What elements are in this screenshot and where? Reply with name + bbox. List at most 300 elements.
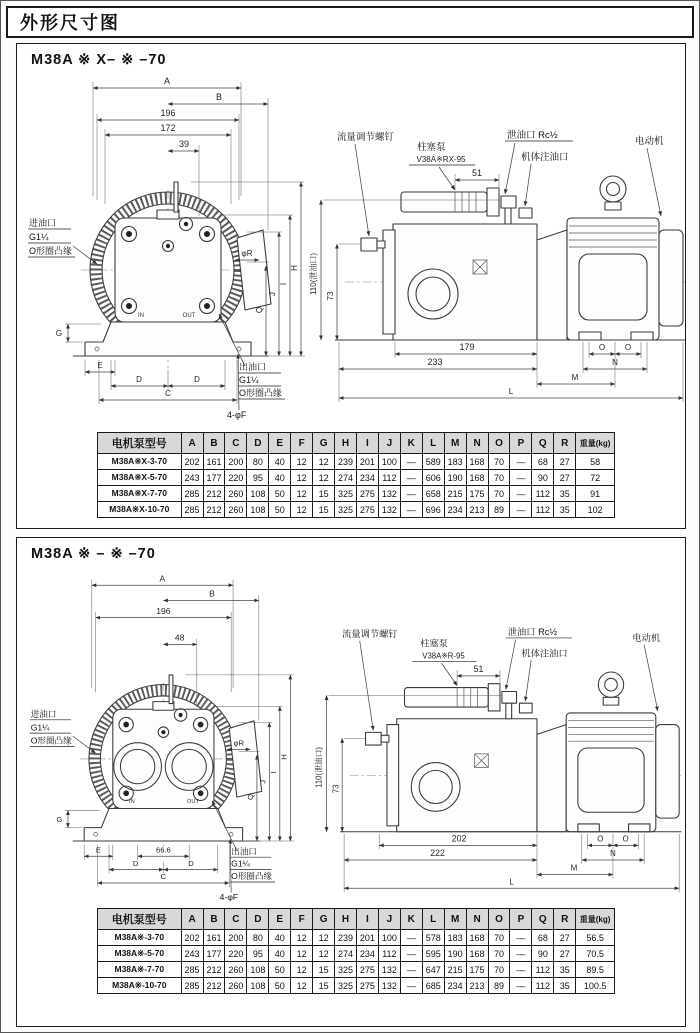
value-cell: — bbox=[510, 470, 532, 486]
column-header: H bbox=[335, 909, 357, 930]
value-cell: 15 bbox=[313, 962, 335, 978]
inlet-label-block bbox=[28, 217, 97, 264]
value-cell: 212 bbox=[203, 486, 225, 502]
foot-holes-label: 4-φF bbox=[227, 410, 247, 420]
model-cell: M38A※-3-70 bbox=[98, 930, 182, 946]
table-row bbox=[98, 454, 615, 470]
value-cell: 35 bbox=[554, 486, 576, 502]
column-header: 重量(kg) bbox=[576, 433, 615, 454]
inlet-label-block bbox=[30, 708, 96, 753]
value-cell: 35 bbox=[554, 978, 576, 994]
value-cell: 260 bbox=[225, 502, 247, 518]
section-m38a-70 bbox=[16, 537, 686, 1027]
column-header: I bbox=[356, 909, 378, 930]
value-cell: 201 bbox=[356, 930, 378, 946]
motor-foot-front bbox=[579, 332, 601, 340]
value-cell: 202 bbox=[181, 454, 203, 470]
value-cell: 177 bbox=[203, 946, 225, 962]
oil-fill-fitting bbox=[519, 208, 532, 218]
inlet-flange: O形圈凸缘 bbox=[29, 246, 73, 256]
value-cell: — bbox=[400, 930, 422, 946]
out-mark: OUT bbox=[182, 313, 196, 319]
column-header: N bbox=[466, 433, 488, 454]
dim-O1: O bbox=[598, 343, 606, 352]
dim-Q: Q bbox=[246, 794, 256, 801]
value-cell: — bbox=[510, 930, 532, 946]
pump-motor-side-view-drawing bbox=[311, 590, 686, 904]
value-cell: 243 bbox=[181, 470, 203, 486]
plunger-cylinder bbox=[405, 688, 489, 707]
dim-C: C bbox=[160, 872, 167, 882]
model-cell: M38A※X-10-70 bbox=[98, 502, 182, 518]
value-cell: 200 bbox=[225, 930, 247, 946]
table-row bbox=[98, 930, 615, 946]
column-header: L bbox=[422, 909, 444, 930]
value-cell: 56.5 bbox=[576, 930, 615, 946]
value-cell: 325 bbox=[335, 486, 357, 502]
value-cell: 132 bbox=[378, 486, 400, 502]
dim-Q: Q bbox=[255, 306, 264, 314]
value-cell: 50 bbox=[269, 502, 291, 518]
outlet-label-block bbox=[212, 801, 275, 902]
column-header: H bbox=[335, 433, 357, 454]
value-cell: 234 bbox=[356, 470, 378, 486]
value-cell: 260 bbox=[225, 486, 247, 502]
pump-type-label: 柱塞泵 bbox=[420, 638, 448, 649]
value-cell: 89 bbox=[488, 978, 510, 994]
value-cell: 132 bbox=[378, 502, 400, 518]
inlet-thread: G1¼ bbox=[29, 232, 49, 242]
motor-label: 电动机 bbox=[635, 136, 664, 147]
value-cell: 68 bbox=[532, 454, 554, 470]
model-cell: M38A※X-3-70 bbox=[98, 454, 182, 470]
column-header: K bbox=[400, 433, 422, 454]
value-cell: 658 bbox=[422, 486, 444, 502]
value-cell: 606 bbox=[422, 470, 444, 486]
dim-51: 51 bbox=[473, 664, 484, 674]
value-cell: 112 bbox=[378, 946, 400, 962]
pump-model-label: V38A※RX-95 bbox=[416, 155, 466, 164]
column-header: G bbox=[313, 433, 335, 454]
pump-body-front bbox=[73, 675, 262, 841]
value-cell: 70 bbox=[488, 470, 510, 486]
motor-foot-front bbox=[578, 824, 599, 832]
value-cell: 243 bbox=[181, 946, 203, 962]
value-cell: 102 bbox=[576, 502, 615, 518]
dim-O2: O bbox=[624, 343, 632, 352]
page-title: 外形尺寸图 bbox=[6, 6, 694, 38]
value-cell: 70 bbox=[488, 930, 510, 946]
dim-A: A bbox=[159, 573, 166, 584]
dim-phiR: φR bbox=[241, 249, 253, 258]
flow-adjust-screw bbox=[361, 238, 377, 251]
value-cell: — bbox=[400, 486, 422, 502]
flow-adjust-screw bbox=[366, 732, 382, 745]
table-header-row bbox=[98, 433, 615, 454]
value-cell: 274 bbox=[335, 470, 357, 486]
column-header: O bbox=[488, 433, 510, 454]
model-subtitle: M38A ※ – ※ –70 bbox=[31, 546, 156, 562]
dim-E: E bbox=[97, 361, 103, 370]
outlet-flange: O形圈凸缘 bbox=[231, 871, 273, 882]
outlet-label-block bbox=[219, 314, 285, 420]
value-cell: 168 bbox=[466, 470, 488, 486]
dimension-table-1 bbox=[97, 432, 615, 518]
motor-foot-rear bbox=[631, 332, 653, 340]
outlet-title: 出油口 bbox=[231, 846, 257, 857]
value-cell: 100 bbox=[378, 930, 400, 946]
fill-port-label: 机体注油口 bbox=[521, 152, 569, 163]
dim-I: I bbox=[269, 771, 279, 774]
dim-H: H bbox=[279, 754, 289, 760]
value-cell: 161 bbox=[203, 930, 225, 946]
fill-port-label: 机体注油口 bbox=[521, 648, 568, 659]
dim-J: J bbox=[268, 292, 277, 296]
value-cell: 132 bbox=[378, 962, 400, 978]
eye-mount bbox=[605, 202, 621, 210]
value-cell: 213 bbox=[466, 978, 488, 994]
value-cell: 27 bbox=[554, 470, 576, 486]
column-header: D bbox=[247, 433, 269, 454]
dim-M: M bbox=[571, 373, 579, 382]
value-cell: 27 bbox=[554, 454, 576, 470]
value-cell: 696 bbox=[422, 502, 444, 518]
dim-D2: D bbox=[188, 858, 194, 868]
dim-172: 172 bbox=[160, 123, 176, 133]
value-cell: — bbox=[400, 470, 422, 486]
value-cell: 90 bbox=[532, 470, 554, 486]
column-header: B bbox=[203, 909, 225, 930]
value-cell: 190 bbox=[444, 470, 466, 486]
value-cell: — bbox=[510, 978, 532, 994]
dim-O1: O bbox=[597, 834, 604, 844]
dim-73: 73 bbox=[326, 291, 335, 301]
column-header: D bbox=[247, 909, 269, 930]
mounting-base bbox=[84, 809, 242, 841]
value-cell: 183 bbox=[444, 930, 466, 946]
dim-66-6: 66.6 bbox=[155, 845, 171, 855]
value-cell: 15 bbox=[313, 978, 335, 994]
value-cell: 220 bbox=[225, 946, 247, 962]
dim-39: 39 bbox=[178, 139, 190, 149]
motor-label: 电动机 bbox=[632, 632, 661, 643]
value-cell: 12 bbox=[291, 962, 313, 978]
value-cell: 12 bbox=[291, 978, 313, 994]
drain-port-fitting bbox=[501, 196, 516, 208]
column-header: K bbox=[400, 909, 422, 930]
value-cell: 70 bbox=[488, 486, 510, 502]
column-header: B bbox=[203, 433, 225, 454]
dim-H: H bbox=[290, 265, 299, 271]
bell-housing bbox=[537, 230, 567, 340]
value-cell: 100 bbox=[378, 454, 400, 470]
column-header: Q bbox=[532, 433, 554, 454]
pump-side bbox=[366, 684, 537, 832]
flow-screw-label: 流量调节螺钉 bbox=[342, 628, 398, 639]
value-cell: 80 bbox=[247, 930, 269, 946]
dim-202: 202 bbox=[451, 833, 467, 844]
dim-D1: D bbox=[136, 375, 142, 384]
motor-end-cap bbox=[659, 230, 683, 326]
value-cell: 95 bbox=[247, 946, 269, 962]
value-cell: 58 bbox=[576, 454, 615, 470]
table-header-row bbox=[98, 909, 615, 930]
dim-179: 179 bbox=[459, 342, 475, 352]
value-cell: 234 bbox=[356, 946, 378, 962]
column-header: I bbox=[356, 433, 378, 454]
pump-body-front bbox=[73, 182, 271, 356]
value-cell: 177 bbox=[203, 470, 225, 486]
column-header: P bbox=[510, 909, 532, 930]
value-cell: 12 bbox=[291, 454, 313, 470]
inlet-title: 进油口 bbox=[30, 708, 57, 719]
value-cell: 285 bbox=[181, 486, 203, 502]
value-cell: — bbox=[400, 502, 422, 518]
pump-model-label: V38A※R-95 bbox=[422, 651, 465, 661]
motor-side bbox=[567, 176, 683, 340]
dim-N: N bbox=[610, 849, 616, 859]
value-cell: 72 bbox=[576, 470, 615, 486]
value-cell: 200 bbox=[225, 454, 247, 470]
value-cell: 168 bbox=[466, 930, 488, 946]
value-cell: 89.5 bbox=[576, 962, 615, 978]
column-header: C bbox=[225, 909, 247, 930]
dim-A: A bbox=[163, 76, 171, 86]
drain-port-label: 泄油口 Rc½ bbox=[507, 130, 558, 141]
dim-196: 196 bbox=[160, 108, 176, 118]
value-cell: 212 bbox=[203, 962, 225, 978]
column-header: N bbox=[466, 909, 488, 930]
adjust-screw-stem bbox=[174, 182, 178, 212]
dim-G: G bbox=[56, 814, 63, 824]
dimension-table-2 bbox=[97, 908, 615, 994]
value-cell: 50 bbox=[269, 962, 291, 978]
value-cell: 68 bbox=[532, 930, 554, 946]
value-cell: 285 bbox=[181, 978, 203, 994]
dim-L: L bbox=[508, 387, 514, 396]
dim-48: 48 bbox=[174, 632, 185, 643]
value-cell: 685 bbox=[422, 978, 444, 994]
value-cell: 239 bbox=[335, 454, 357, 470]
dim-G: G bbox=[55, 329, 63, 338]
column-header: 电机泵型号 bbox=[98, 909, 182, 930]
value-cell: 175 bbox=[466, 486, 488, 502]
value-cell: 647 bbox=[422, 962, 444, 978]
value-cell: 15 bbox=[313, 502, 335, 518]
value-cell: 234 bbox=[444, 978, 466, 994]
pump-front-view-drawing bbox=[23, 70, 308, 422]
column-header: J bbox=[378, 433, 400, 454]
dim-N: N bbox=[612, 358, 618, 367]
value-cell: 274 bbox=[335, 946, 357, 962]
column-header: E bbox=[269, 433, 291, 454]
value-cell: 12 bbox=[291, 946, 313, 962]
dim-C: C bbox=[165, 389, 171, 398]
motor-end-cap bbox=[656, 725, 679, 819]
pump-motor-side-view-drawing bbox=[305, 92, 690, 414]
motor-side bbox=[566, 672, 679, 832]
value-cell: 112 bbox=[378, 470, 400, 486]
column-header: C bbox=[225, 433, 247, 454]
value-cell: 50 bbox=[269, 486, 291, 502]
value-cell: 325 bbox=[335, 978, 357, 994]
value-cell: 168 bbox=[466, 946, 488, 962]
value-cell: 108 bbox=[247, 502, 269, 518]
value-cell: 112 bbox=[532, 486, 554, 502]
dim-B: B bbox=[215, 92, 223, 102]
value-cell: 215 bbox=[444, 486, 466, 502]
value-cell: 95 bbox=[247, 470, 269, 486]
value-cell: 325 bbox=[335, 962, 357, 978]
bell-housing bbox=[537, 725, 566, 832]
dim-110-drain: 110(泄油口) bbox=[314, 746, 324, 788]
pump-side bbox=[361, 188, 537, 340]
value-cell: 70 bbox=[488, 946, 510, 962]
dim-110-drain: 110(泄油口) bbox=[309, 252, 318, 296]
in-mark: IN bbox=[138, 313, 144, 319]
value-cell: 108 bbox=[247, 486, 269, 502]
value-cell: 201 bbox=[356, 454, 378, 470]
dim-phiR: φR bbox=[233, 738, 245, 748]
value-cell: 12 bbox=[313, 946, 335, 962]
column-header: O bbox=[488, 909, 510, 930]
table-row bbox=[98, 502, 615, 518]
dim-233: 233 bbox=[427, 357, 443, 367]
value-cell: 100.5 bbox=[576, 978, 615, 994]
value-cell: 112 bbox=[532, 502, 554, 518]
column-header: Q bbox=[532, 909, 554, 930]
value-cell: 275 bbox=[356, 486, 378, 502]
column-header: A bbox=[181, 433, 203, 454]
column-header: F bbox=[291, 909, 313, 930]
dim-D1: D bbox=[132, 858, 139, 868]
value-cell: 108 bbox=[247, 962, 269, 978]
outlet-thread: G1¼ bbox=[239, 375, 259, 385]
adjust-screw-stem bbox=[169, 675, 173, 704]
column-header: P bbox=[510, 433, 532, 454]
cylinder-cap bbox=[487, 188, 499, 216]
value-cell: 40 bbox=[269, 454, 291, 470]
cylinder-cap bbox=[488, 684, 500, 711]
column-header: J bbox=[378, 909, 400, 930]
value-cell: 215 bbox=[444, 962, 466, 978]
value-cell: 27 bbox=[554, 930, 576, 946]
flow-screw-label: 流量调节螺钉 bbox=[337, 132, 395, 143]
inlet-title: 进油口 bbox=[29, 218, 57, 228]
value-cell: 40 bbox=[269, 930, 291, 946]
mounting-base bbox=[85, 322, 251, 356]
dim-J: J bbox=[258, 779, 268, 784]
value-cell: 70.5 bbox=[576, 946, 615, 962]
value-cell: 12 bbox=[291, 470, 313, 486]
lifting-eye bbox=[600, 176, 626, 202]
value-cell: 202 bbox=[181, 930, 203, 946]
value-cell: — bbox=[400, 962, 422, 978]
dim-222: 222 bbox=[430, 848, 445, 859]
column-header: E bbox=[269, 909, 291, 930]
value-cell: — bbox=[400, 454, 422, 470]
value-cell: 275 bbox=[356, 502, 378, 518]
value-cell: 213 bbox=[466, 502, 488, 518]
table-row bbox=[98, 978, 615, 994]
value-cell: 50 bbox=[269, 978, 291, 994]
value-cell: 275 bbox=[356, 978, 378, 994]
model-cell: M38A※-5-70 bbox=[98, 946, 182, 962]
outlet-title: 出油口 bbox=[239, 362, 267, 372]
value-cell: — bbox=[510, 486, 532, 502]
value-cell: 89 bbox=[488, 502, 510, 518]
value-cell: 239 bbox=[335, 930, 357, 946]
dim-E: E bbox=[95, 845, 102, 855]
column-header: R bbox=[554, 909, 576, 930]
value-cell: 40 bbox=[269, 946, 291, 962]
value-cell: 325 bbox=[335, 502, 357, 518]
value-cell: 168 bbox=[466, 454, 488, 470]
value-cell: — bbox=[510, 946, 532, 962]
out-mark: OUT bbox=[186, 798, 200, 805]
value-cell: 108 bbox=[247, 978, 269, 994]
value-cell: 70 bbox=[488, 962, 510, 978]
dim-B: B bbox=[209, 588, 215, 599]
value-cell: 285 bbox=[181, 962, 203, 978]
model-cell: M38A※X-5-70 bbox=[98, 470, 182, 486]
dim-I: I bbox=[279, 282, 288, 286]
outlet-flange: O形圈凸缘 bbox=[239, 388, 283, 398]
outlet-thread: G1¼ bbox=[231, 858, 250, 869]
drain-port-fitting bbox=[502, 691, 517, 703]
value-cell: 183 bbox=[444, 454, 466, 470]
value-cell: 15 bbox=[313, 486, 335, 502]
lifting-eye bbox=[598, 672, 623, 697]
motor-foot-rear bbox=[629, 824, 650, 832]
foot-holes-label: 4-φF bbox=[219, 892, 239, 903]
value-cell: 12 bbox=[313, 930, 335, 946]
value-cell: 80 bbox=[247, 454, 269, 470]
model-cell: M38A※X-7-70 bbox=[98, 486, 182, 502]
value-cell: 12 bbox=[291, 502, 313, 518]
value-cell: 12 bbox=[313, 454, 335, 470]
value-cell: — bbox=[400, 946, 422, 962]
value-cell: 35 bbox=[554, 962, 576, 978]
eye-mount bbox=[603, 697, 619, 705]
inlet-flange: O形圈凸缘 bbox=[30, 735, 72, 746]
column-header: M bbox=[444, 909, 466, 930]
dim-D2: D bbox=[194, 375, 200, 384]
column-header: 重量(kg) bbox=[576, 909, 615, 930]
value-cell: 260 bbox=[225, 962, 247, 978]
value-cell: 161 bbox=[203, 454, 225, 470]
dim-73: 73 bbox=[331, 784, 341, 794]
value-cell: 27 bbox=[554, 946, 576, 962]
value-cell: 70 bbox=[488, 454, 510, 470]
value-cell: 578 bbox=[422, 930, 444, 946]
value-cell: 595 bbox=[422, 946, 444, 962]
in-mark: IN bbox=[129, 798, 135, 805]
dim-L: L bbox=[509, 877, 514, 887]
value-cell: 112 bbox=[532, 978, 554, 994]
value-cell: 212 bbox=[203, 502, 225, 518]
column-header: L bbox=[422, 433, 444, 454]
value-cell: — bbox=[400, 978, 422, 994]
drain-port-label: 泄油口 Rc½ bbox=[507, 626, 558, 637]
value-cell: 175 bbox=[466, 962, 488, 978]
table-row bbox=[98, 962, 615, 978]
value-cell: 91 bbox=[576, 486, 615, 502]
value-cell: — bbox=[510, 962, 532, 978]
value-cell: 12 bbox=[291, 486, 313, 502]
pump-front-view-drawing bbox=[25, 568, 297, 904]
table-row bbox=[98, 486, 615, 502]
